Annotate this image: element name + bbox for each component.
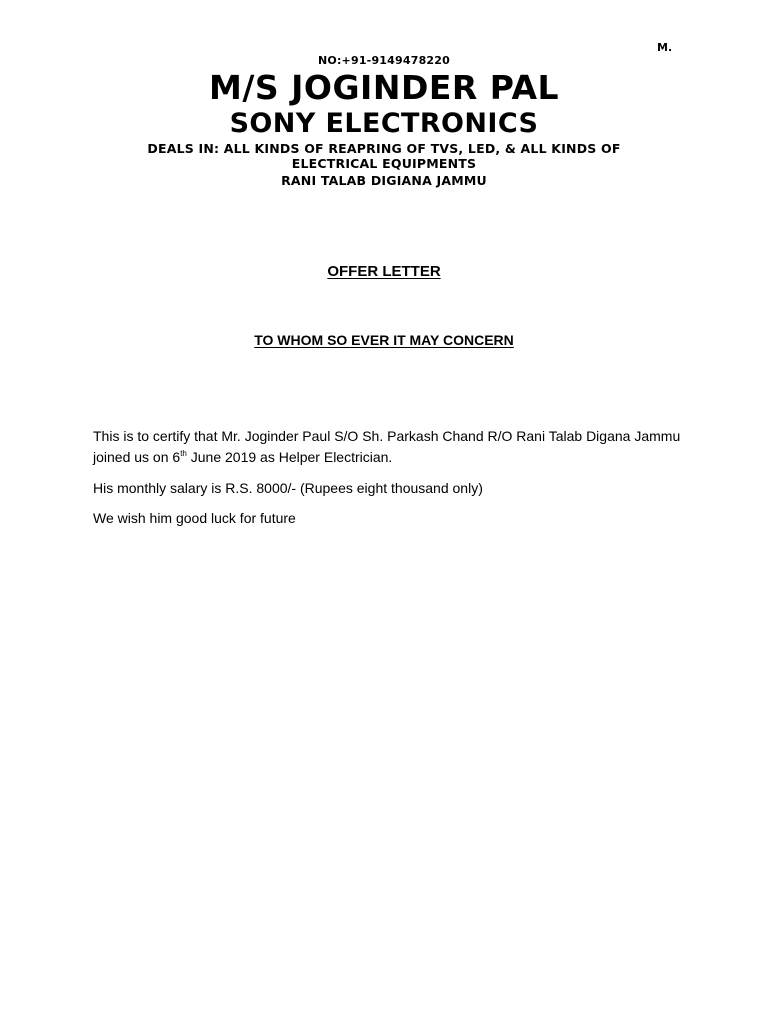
- brand-name: SONY ELECTRONICS: [229, 108, 539, 139]
- salutation: TO WHOM SO EVER IT MAY CONCERN: [254, 332, 514, 348]
- address-line: RANI TALAB DIGIANA JAMMU: [281, 173, 487, 188]
- deals-in-line: DEALS IN: ALL KINDS OF REAPRING OF TVS, LED, & ALL KINDS OF ELECTRICAL EQUIPMENTS: [147, 141, 621, 171]
- salary-paragraph: His monthly salary is R.S. 8000/- (Rupees eight thousand only): [93, 480, 483, 496]
- letter-title: OFFER LETTER: [327, 263, 441, 280]
- joining-day: 6: [172, 449, 181, 465]
- certification-paragraph: [93, 426, 683, 468]
- day-suffix: th: [180, 449, 187, 458]
- firm-name: M/S JOGINDER PAL: [208, 68, 560, 107]
- paragraph-text-end: June 2019 as Helper Electrician.: [186, 449, 393, 465]
- phone-number: NO:+91-9149478220: [318, 54, 450, 67]
- paragraph-text-start: This is to certify that Mr. Joginder Paul S/O Sh. Parkash Chand R/O Rani Talab Digana Jammu joined us on: [93, 428, 681, 465]
- closing-paragraph: We wish him good luck for future: [93, 510, 296, 526]
- corner-mark: M.: [657, 41, 673, 54]
